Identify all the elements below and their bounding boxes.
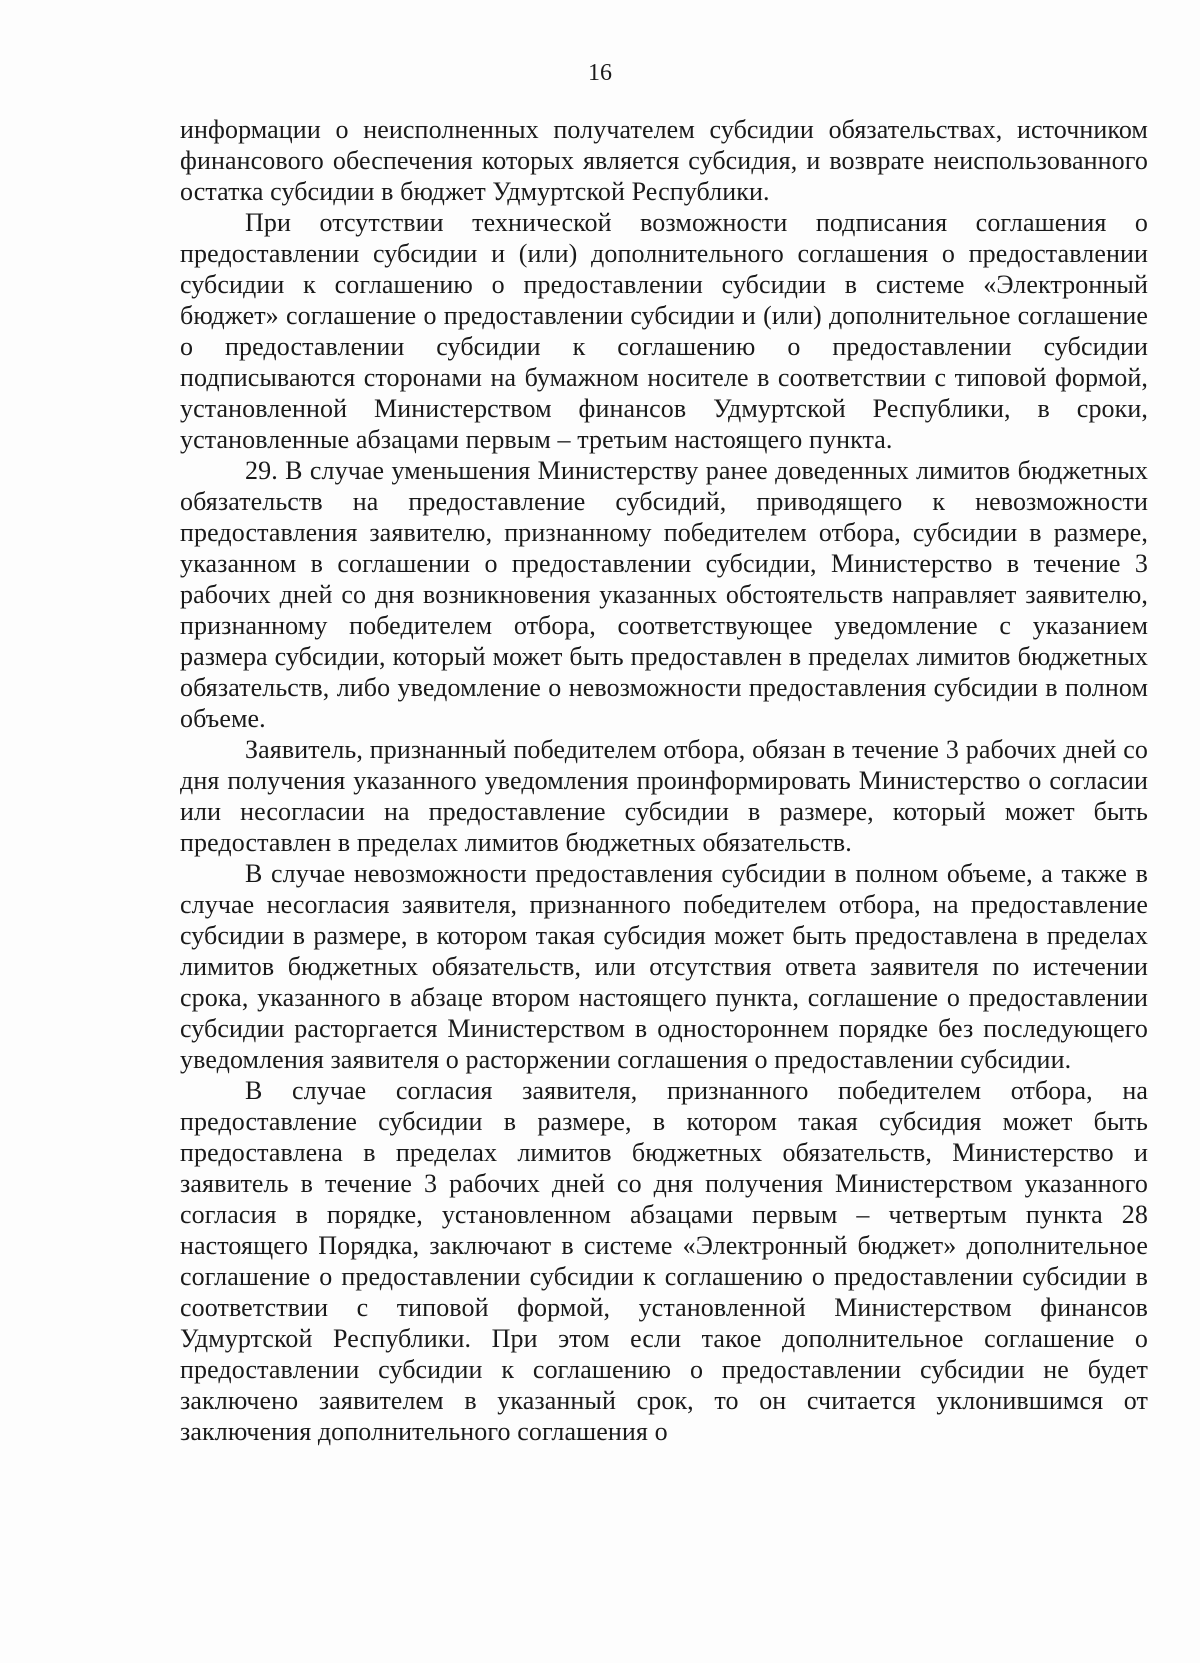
paragraph-continuation: информации о неисполненных получателем субсидии обязательствах, источником финансового обеспечения которых является субсидия, и возврате неиспользованного остатка субсидии в бюджет Удмуртской Республики. [180,115,1148,206]
page-number: 16 [588,60,612,86]
paragraph-signing-paper: При отсутствии технической возможности подписания соглашения о предоставлении субсидии и (или) дополнительного соглашения о предоставлении субсидии к соглашению о предоставлении субсидии в системе «Электронный бюджет» соглашение о предоставлении субсидии и (или) дополнительное соглашение о предоставлении субсидии к соглашению о предоставлении субсидии подписываются сторонами на бумажном носителе в соответствии с типовой формой, установленной Министерством финансов Удмуртской Республики, в сроки, установленные абзацами первым – третьим настоящего пункта. [180,208,1148,454]
paragraph-applicant-response: Заявитель, признанный победителем отбора, обязан в течение 3 рабочих дней со дня получения указанного уведомления проинформировать Министерство о согласии или несогласии на предоставление субсидии в размере, который может быть предоставлен в пределах лимитов бюджетных обязательств. [180,735,1148,857]
paragraph-termination: В случае невозможности предоставления субсидии в полном объеме, а также в случае несогласия заявителя, признанного победителем отбора, на предоставление субсидии в размере, в котором такая субсидия может быть предоставлена в пределах лимитов бюджетных обязательств, или отсутствия ответа заявителя по истечении срока, указанного в абзаце втором настоящего пункта, соглашение о предоставлении субсидии расторгается Министерством в одностороннем порядке без последующего уведомления заявителя о расторжении соглашения о предоставлении субсидии. [180,859,1148,1074]
paragraph-item-29: 29. В случае уменьшения Министерству ранее доведенных лимитов бюджетных обязательств на предоставление субсидий, приводящего к невозможности предоставления заявителю, признанному победителем отбора, субсидии в размере, указанном в соглашении о предоставлении субсидии, Министерство в течение 3 рабочих дней со дня возникновения указанных обстоятельств направляет заявителю, признанному победителем отбора, соответствующее уведомление с указанием размера субсидии, который может быть предоставлен в пределах лимитов бюджетных обязательств, либо уведомление о невозможности предоставления субсидии в полном объеме. [180,456,1148,733]
document-body [180,114,1148,1447]
paragraph-consent: В случае согласия заявителя, признанного победителем отбора, на предоставление субсидии в размере, в котором такая субсидия может быть предоставлена в пределах лимитов бюджетных обязательств, Министерство и заявитель в течение 3 рабочих дней со дня получения Министерством указанного согласия в порядке, установленном абзацами первым – четвертым пункта 28 настоящего Порядка, заключают в системе «Электронный бюджет» дополнительное соглашение о предоставлении субсидии к соглашению о предоставлении субсидии в соответствии с типовой формой, установленной Министерством финансов Удмуртской Республики. При этом если такое дополнительное соглашение о предоставлении субсидии к соглашению о предоставлении субсидии не будет заключено заявителем в указанный срок, то он считается уклонившимся от заключения дополнительного соглашения о [180,1076,1148,1446]
